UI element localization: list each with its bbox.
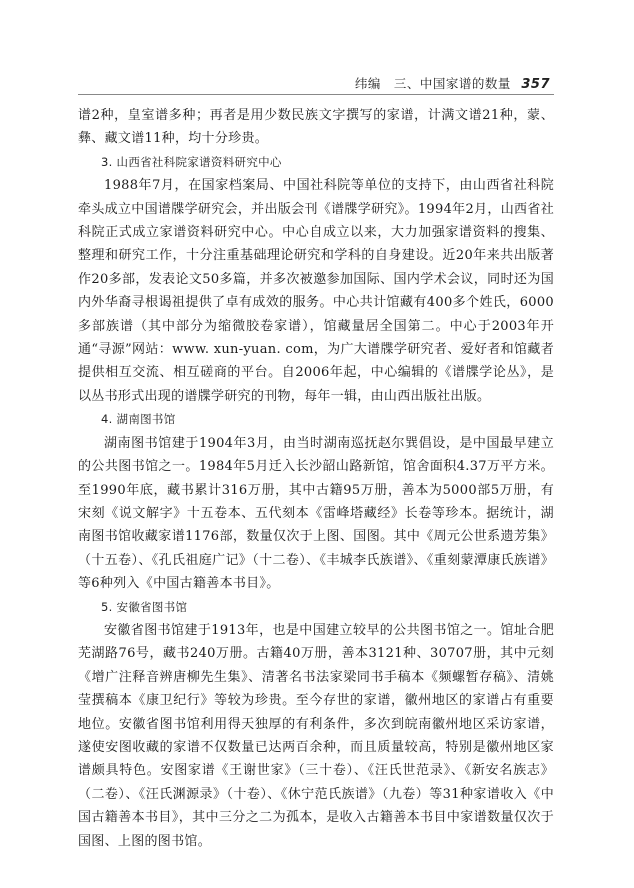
header-rule	[78, 94, 554, 95]
page-number: 357	[521, 77, 550, 92]
paragraph-hunan: 湖南图书馆建于1904年3月，由当时湖南巡抚赵尔巽倡设，是中国最早建立的公共图书馆之一。1984年5月迁入长沙韶山路新馆，馆舍面积4.37万平方米。至1990年底，藏书累计316万册，其中古籍95万册，善本为5000部5万册，有宋刻《说文解字》十五卷本、五代刻本《雷峰塔藏经》长卷等珍本。据统计，湖南图书馆收藏家谱1176部，数量仅次于上图、国图。其中《周元公世系遗芳集》（十五卷）、《孔氏祖庭广记》（十二卷）、《丰城李氏族谱》、《重刻蒙潭康氏族谱》等6种列入《中国古籍善本书目》。	[78, 435, 554, 592]
paragraph-continuation: 谱2种，皇室谱多种；再者是用少数民族文字撰写的家谱，计满文谱21种，蒙、彝、藏文谱11种，均十分珍贵。	[78, 108, 554, 147]
section-heading-shanxi: 3. 山西省社科院家谱资料研究中心	[101, 154, 282, 169]
running-header	[355, 74, 550, 92]
running-title: 纬编 三、中国家谱的数量	[354, 76, 511, 91]
section-heading-anhui: 5. 安徽省图书馆	[101, 599, 188, 614]
section-heading-hunan: 4. 湖南图书馆	[101, 412, 176, 427]
paragraph-shanxi: 1988年7月，在国家档案局、中国社科院等单位的支持下，由山西省社科院牵头成立中国谱牒学研究会，并出版会刊《谱牒学研究》。1994年2月，山西省社科院正式成立家谱资料研究中心。中心自成立以来，大力加强家谱资料的搜集、整理和研究工作，十分注重基础理论研究和学科的自身建设。近20年来共出版著作20多部，发表论文50多篇，并多次被邀参加国际、国内学术会议，同时还为国内外华裔寻根谒祖提供了卓有成效的服务。中心共计馆藏有400多个姓氏，6000多部族谱（其中部分为缩微胶卷家谱），馆藏量居全国第二。中心于2003年开通“寻源”网站：www. xun-yuan. com，为广大谱牒学研究者、爱好者和馆藏者提供相互交流、相互磋商的平台。自2006年起，中心编辑的《谱牒学论丛》，是以丛书形式出现的谱牒学研究的刊物，每年一辑，由山西出版社出版。	[78, 178, 554, 404]
body-text	[78, 104, 554, 853]
paragraph-anhui: 安徽省图书馆建于1913年，也是中国建立较早的公共图书馆之一。馆址合肥芜湖路76号，藏书240万册。古籍40万册，善本3121种、30707册，其中元刻《增广注释音辨唐柳先生集》、清著名书法家梁同书手稿本《频螺暂存稿》、清姚莹撰稿本《康卫纪行》等较为珍贵。至今存世的家谱，徽州地区的家谱占有重要地位。安徽省图书馆利用得天独厚的有利条件，多次到皖南徽州地区采访家谱，遂使安图收藏的家谱不仅数量已达两百余种，而且质量较高，特别是徽州地区家谱颇具特色。安图家谱《王谢世家》（三十卷）、《汪氏世范录》、《新安名族志》（二卷）、《汪氏渊源录》（十卷）、《休宁范氏族谱》（九卷）等31种家谱收入《中国古籍善本书目》，其中三分之二为孤本，是收入古籍善本书目中家谱数量仅次于国图、上图的图书馆。	[78, 622, 554, 849]
